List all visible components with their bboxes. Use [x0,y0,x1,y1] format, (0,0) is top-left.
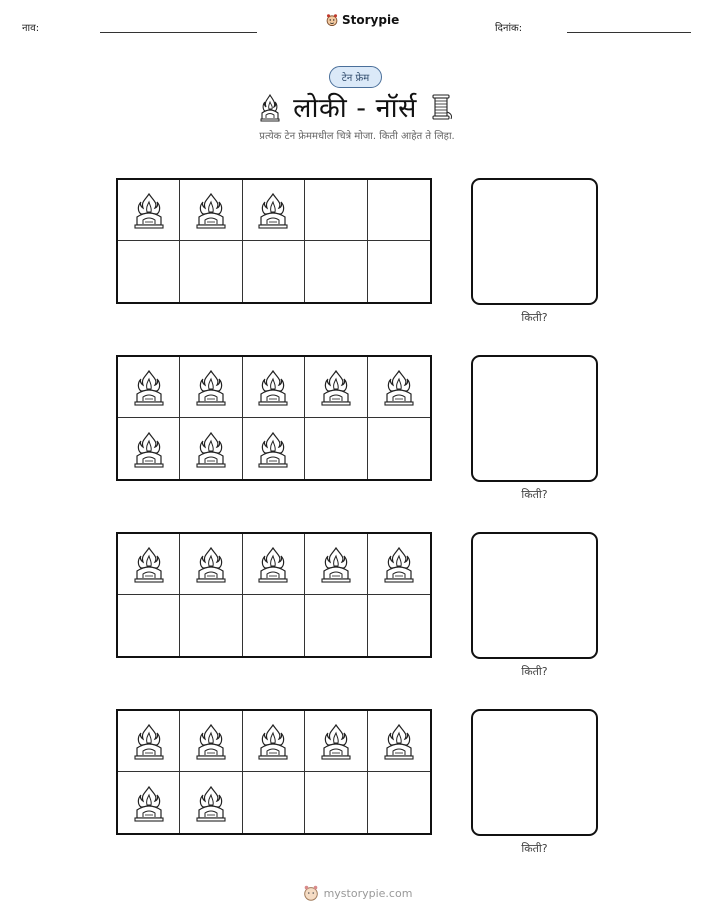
hearth-fire-icon [194,722,228,760]
hearth-fire-icon [259,92,281,122]
page-title: लोकी - नॉर्स [293,93,417,124]
hearth-fire-icon [382,368,416,406]
ten-frame-cell [180,772,242,833]
hearth-fire-icon [194,545,228,583]
ten-frame-cell [305,357,367,418]
hearth-fire-icon [194,430,228,468]
ten-frame-cell [180,357,242,418]
ten-frame-cell [180,241,242,302]
ten-frame-cell [305,241,367,302]
date-line[interactable] [567,32,691,33]
brand-name: Storypie [342,13,400,27]
ten-frame-cell [368,418,430,479]
hearth-fire-icon [132,722,166,760]
hearth-fire-icon [132,784,166,822]
ten-frame-cell [368,595,430,656]
hearth-fire-icon [132,430,166,468]
ten-frame-4 [116,709,432,835]
hearth-fire-icon [382,545,416,583]
hearth-fire-icon [256,368,290,406]
date-label: दिनांक: [495,23,523,34]
title-row [0,88,714,125]
ten-frame-cell [305,534,367,595]
ten-frame-cell [118,595,180,656]
ten-frame-cell [368,534,430,595]
ten-frame-cell [180,180,242,241]
storypie-mascot-icon [302,884,320,902]
ten-frame-cell [118,241,180,302]
answer-box-2[interactable] [471,355,598,482]
name-label: नाव: [22,23,40,34]
ten-frame-cell [243,534,305,595]
ten-frame-cell [243,772,305,833]
hearth-fire-icon [382,722,416,760]
ten-frame-cell [305,418,367,479]
ten-frame-cell [180,711,242,772]
how-many-label-3: किती? [521,665,548,678]
hearth-fire-icon [132,191,166,229]
instructions: प्रत्येक टेन फ्रेममधील चित्रे मोजा. किती आहेत ते लिहा. [259,131,455,142]
brand-logo [325,13,399,27]
hearth-fire-icon [256,722,290,760]
ten-frame-cell [180,418,242,479]
hearth-fire-icon [319,722,353,760]
ten-frame-cell [180,534,242,595]
topic-tag: टेन फ्रेम [329,66,382,88]
how-many-label-2: किती? [521,488,548,501]
hearth-fire-icon [132,368,166,406]
ten-frame-3 [116,532,432,658]
ten-frame-cell [180,595,242,656]
ten-frame-cell [243,241,305,302]
ten-frame-cell [368,180,430,241]
ten-frame-cell [118,418,180,479]
ten-frame-cell [243,357,305,418]
ten-frame-cell [368,772,430,833]
ten-frame-cell [118,180,180,241]
hearth-fire-icon [319,368,353,406]
ten-frame-cell [243,595,305,656]
ten-frame-cell [243,711,305,772]
ten-frame-cell [118,357,180,418]
answer-box-1[interactable] [471,178,598,305]
hearth-fire-icon [256,191,290,229]
ten-frame-cell [368,711,430,772]
ten-frame-2 [116,355,432,481]
hearth-fire-icon [194,784,228,822]
footer-url[interactable]: mystorypie.com [323,886,413,900]
ten-frame-cell [368,241,430,302]
ten-frame-cell [118,711,180,772]
hearth-fire-icon [256,545,290,583]
ten-frame-cell [243,418,305,479]
ten-frame-cell [305,595,367,656]
storypie-mascot-icon [325,13,339,27]
ten-frame-cell [305,180,367,241]
ten-frame-1 [116,178,432,304]
how-many-label-4: किती? [521,842,548,855]
name-line[interactable] [100,32,257,33]
answer-box-4[interactable] [471,709,598,836]
ten-frame-cell [118,534,180,595]
how-many-label-1: किती? [521,311,548,324]
hearth-fire-icon [194,191,228,229]
footer [0,884,714,902]
thread-spool-icon [429,92,455,122]
hearth-fire-icon [256,430,290,468]
ten-frame-cell [243,180,305,241]
hearth-fire-icon [132,545,166,583]
ten-frame-cell [368,357,430,418]
ten-frame-cell [305,711,367,772]
hearth-fire-icon [319,545,353,583]
ten-frame-cell [305,772,367,833]
ten-frame-cell [118,772,180,833]
answer-box-3[interactable] [471,532,598,659]
hearth-fire-icon [194,368,228,406]
